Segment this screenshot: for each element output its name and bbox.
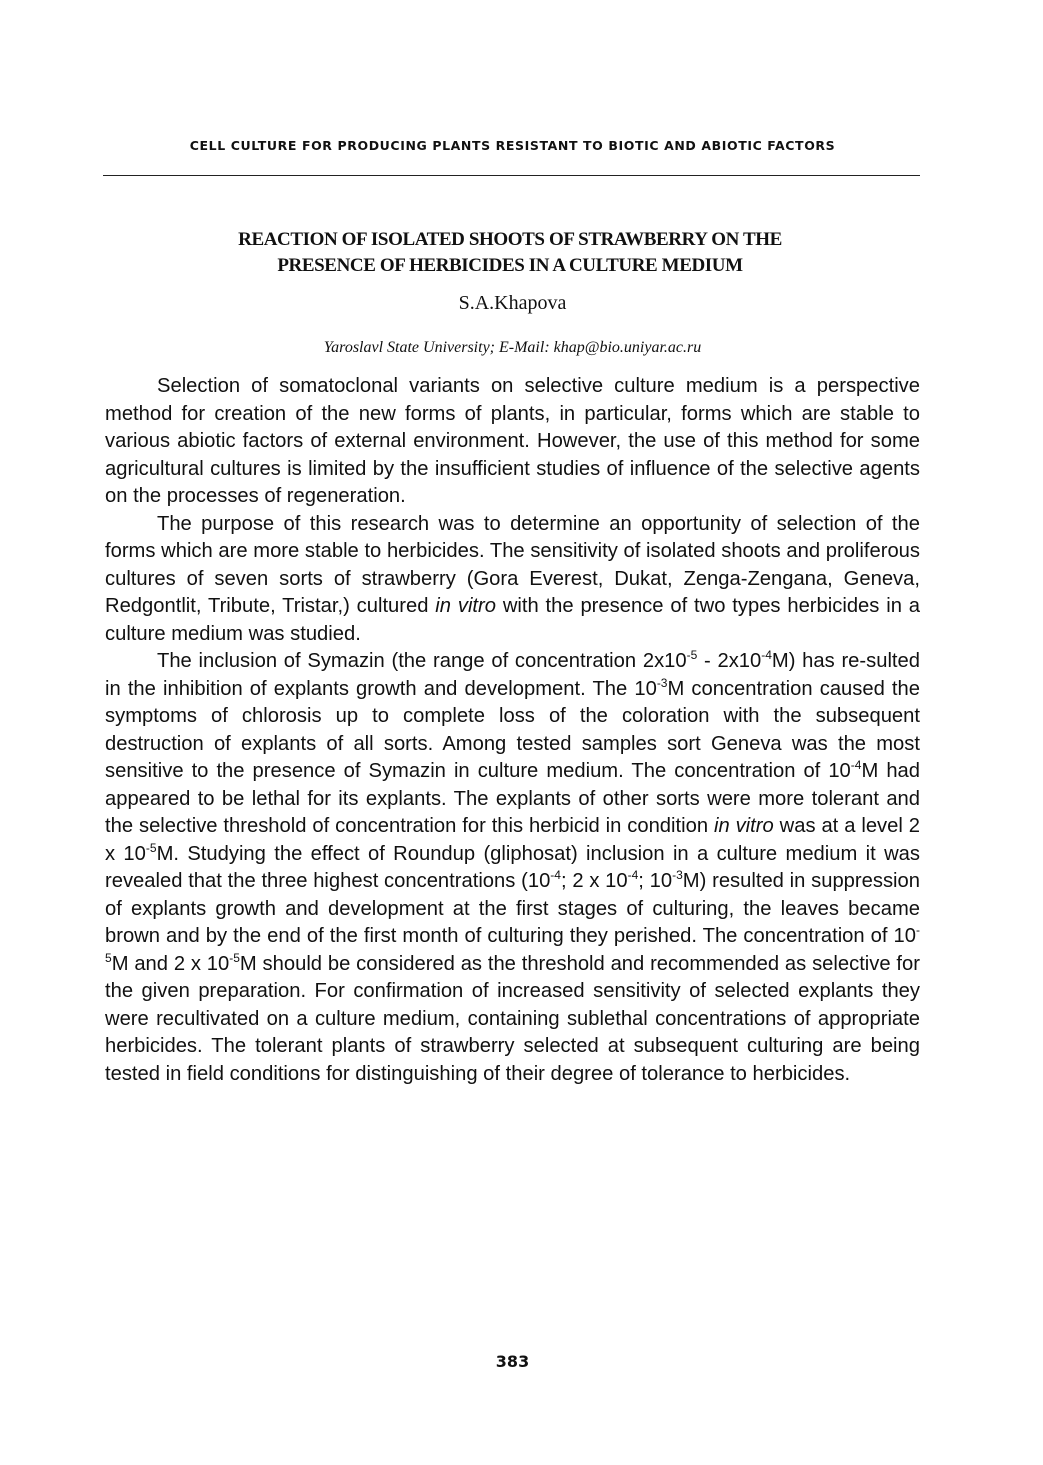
paragraph-3: The inclusion of Symazin (the range of concentration $2x10^{-5} - 2x10^{-4}M$) has re-sulted in the inhibition of explants growth and development. The $10^{-3}M$ concentration caused the symptoms of chlorosis up to complete loss of the coloration with the subsequent destruction of explants of all sorts. Among tested samples sort Geneva was the most sensitive to the presence of Symazin in culture medium. The concentration of $10^{-4}M$ had appeared to be lethal for its explants. The explants of other sorts were more tolerant and the selective threshold of concentration for this herbicid in condition in vitro was at a level 2 x $10^{-5}M$. Studying the effect of Roundup (gliphosat) inclusion in a culture medium it was revealed that the three highest concentrations ($10^{-4}$; 2 x $10^{-4}$; $10^{-3}M$) resulted in suppression of explants growth and development at the first stages of culturing, the leaves became brown and by the end of the first month of culturing they perished. The concentration of $10^{-5}M$ and 2 x $10^{-5}M$ should be considered as the threshold and recommended as selective for the given preparation. For confirmation of increased sensitivity of selected explants they were recultivated on a culture medium, containing sublethal concentrations of appropriate herbicides. The tolerant plants of strawberry selected at subsequent culturing are being tested in field conditions for distinguishing of their degree of tolerance to herbicides. [105, 648, 921, 1085]
article-body [105, 373, 920, 1088]
paragraph-2: The purpose of this research was to determine an opportunity of selection of the forms which are more stable to herbicides. The sensitivity of isolated shoots and proliferous cultures of seven sorts of strawberry (Gora Everest, Dukat, Zenga-Zengana, Geneva, Redgontlit, Tribute, Tristar,) cultured in vitro with the presence of two types herbicides in a culture medium was studied. [105, 512, 920, 645]
running-head: CELL CULTURE FOR PRODUCING PLANTS RESISTANT TO BIOTIC AND ABIOTIC FACTORS [189, 138, 836, 153]
header-rule [103, 175, 920, 176]
title-line-2: PRESENCE OF HERBICIDES IN A CULTURE MEDIUM [277, 255, 743, 276]
page-number: 383 [495, 1352, 530, 1371]
article-title [130, 227, 890, 279]
paragraph-1: Selection of somatoclonal variants on selective culture medium is a perspective method for creation of the new forms of plants, in particular, forms which are stable to various abiotic factors of external environment. However, the use of this method for some agricultural cultures is limited by the insufficient studies of influence of the selective agents on the processes of regeneration. [105, 375, 920, 507]
title-line-1: REACTION OF ISOLATED SHOOTS OF STRAWBERRY ON THE [238, 229, 782, 250]
affiliation: Yaroslavl State University; E-Mail: khap@bio.uniyar.ac.ru [323, 339, 702, 356]
author-name: S.A.Khapova [458, 292, 567, 314]
